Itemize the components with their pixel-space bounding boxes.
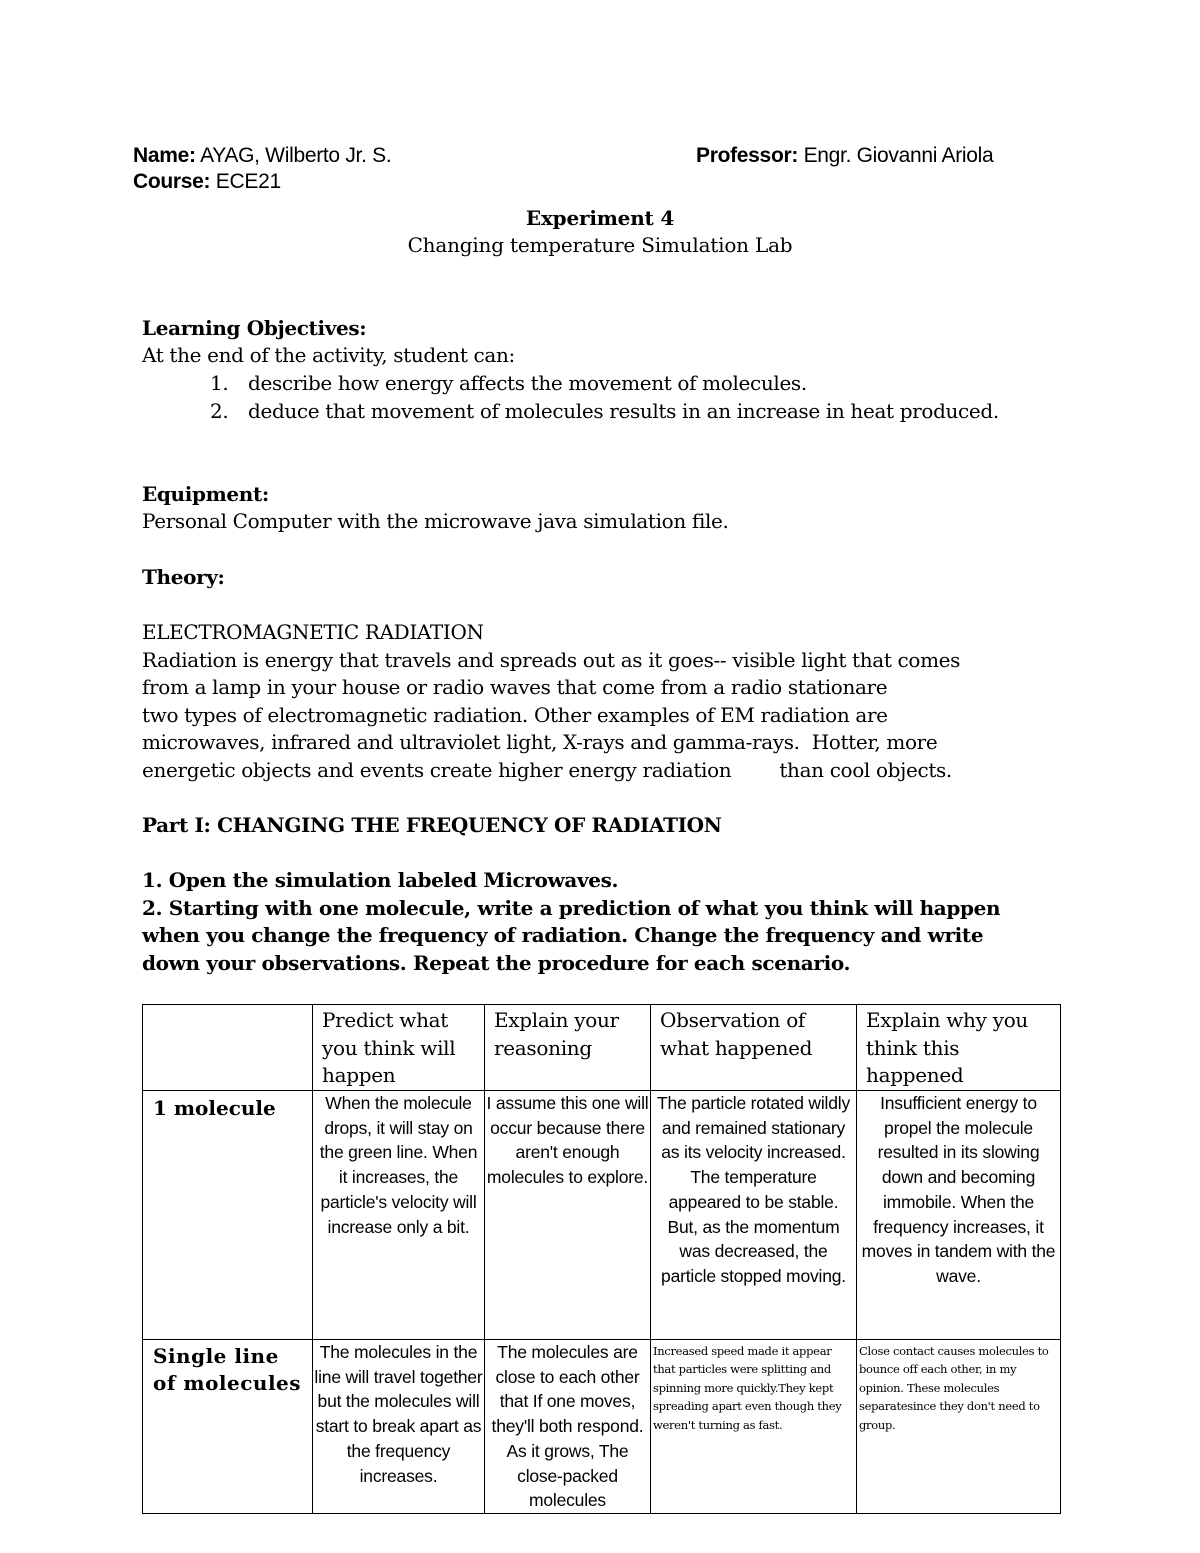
row-label: 1 molecule (143, 1091, 313, 1340)
theory-line: energetic objects and events create higher energy radiation than cool objects. (142, 758, 952, 782)
reasoning-cell: The molecules are close to each other that If one moves, they'll both respond. As it grows, The close-packed molecules (485, 1340, 651, 1514)
name-label: Name: (133, 144, 196, 167)
objective-number: 2. (210, 399, 229, 423)
row-label: Single line of molecules (143, 1340, 313, 1514)
equipment-text: Personal Computer with the microwave java simulation file. (142, 509, 729, 533)
column-header: Explain your reasoning (485, 1005, 651, 1091)
observation-cell: The particle rotated wildly and remained stationary as its velocity increased. The temperature appeared to be stable. But, as the momentum was decreased, the particle stopped moving. (651, 1091, 857, 1340)
column-header: Explain why you think this happened (857, 1005, 1061, 1091)
course-line (133, 170, 281, 194)
experiment-subtitle: Changing temperature Simulation Lab (407, 233, 793, 257)
part1-step: when you change the frequency of radiation. Change the frequency and write (142, 923, 984, 947)
objective-text: describe how energy affects the movement of molecules. (248, 371, 807, 395)
theory-heading: Theory: (142, 565, 225, 589)
theory-subheading: ELECTROMAGNETIC RADIATION (142, 620, 484, 644)
column-header: Observation of what happened (651, 1005, 857, 1091)
equipment-heading: Equipment: (142, 482, 269, 506)
part1-step: 2. Starting with one molecule, write a prediction of what you think will happen (142, 896, 1001, 920)
part1-step: 1. Open the simulation labeled Microwaves. (142, 868, 619, 892)
theory-line: from a lamp in your house or radio waves that come from a radio stationare (142, 675, 888, 699)
objectives-intro: At the end of the activity, student can: (142, 343, 515, 367)
table-row (143, 1340, 1061, 1514)
part1-heading: Part I: CHANGING THE FREQUENCY OF RADIATION (142, 813, 722, 837)
theory-line: two types of electromagnetic radiation. Other examples of EM radiation are (142, 703, 888, 727)
course-label: Course: (133, 170, 211, 193)
professor-label: Professor: (696, 144, 799, 167)
column-header (143, 1005, 313, 1091)
objective-text: deduce that movement of molecules results in an increase in heat produced. (248, 399, 999, 423)
experiment-title: Experiment 4 (525, 206, 675, 230)
objective-number: 1. (210, 371, 229, 395)
column-header: Predict what you think will happen (313, 1005, 485, 1091)
explanation-cell: Close contact causes molecules to bounce off each other, in my opinion. These molecules separatesince they don't need to group. (857, 1340, 1061, 1514)
observation-cell: Increased speed made it appear that particles were splitting and spinning more quickly.They kept spreading apart even though they weren't turning as fast. (651, 1340, 857, 1514)
table-row (143, 1091, 1061, 1340)
theory-line: Radiation is energy that travels and spreads out as it goes-- visible light that comes (142, 648, 961, 672)
explanation-cell: Insufficient energy to propel the molecule resulted in its slowing down and becoming immobile. When the frequency increases, it moves in tandem with the wave. (857, 1091, 1061, 1340)
part1-step: down your observations. Repeat the procedure for each scenario. (142, 951, 851, 975)
objectives-heading: Learning Objectives: (142, 316, 367, 340)
observation-table (142, 1004, 1061, 1514)
name-value: AYAG, Wilberto Jr. S. (195, 144, 392, 167)
theory-line: microwaves, infrared and ultraviolet light, X-rays and gamma-rays. Hotter, more (142, 730, 938, 754)
prediction-cell: When the molecule drops, it will stay on the green line. When it increases, the particle's velocity will increase only a bit. (313, 1091, 485, 1340)
professor-value: Engr. Giovanni Ariola (798, 144, 994, 167)
reasoning-cell: I assume this one will occur because there aren't enough molecules to explore. (485, 1091, 651, 1340)
name-line (133, 144, 391, 168)
prediction-cell: The molecules in the line will travel together but the molecules will start to break apart as the frequency increases. (313, 1340, 485, 1514)
course-value: ECE21 (210, 170, 281, 193)
table-header-row (143, 1005, 1061, 1091)
professor-line (696, 144, 993, 168)
